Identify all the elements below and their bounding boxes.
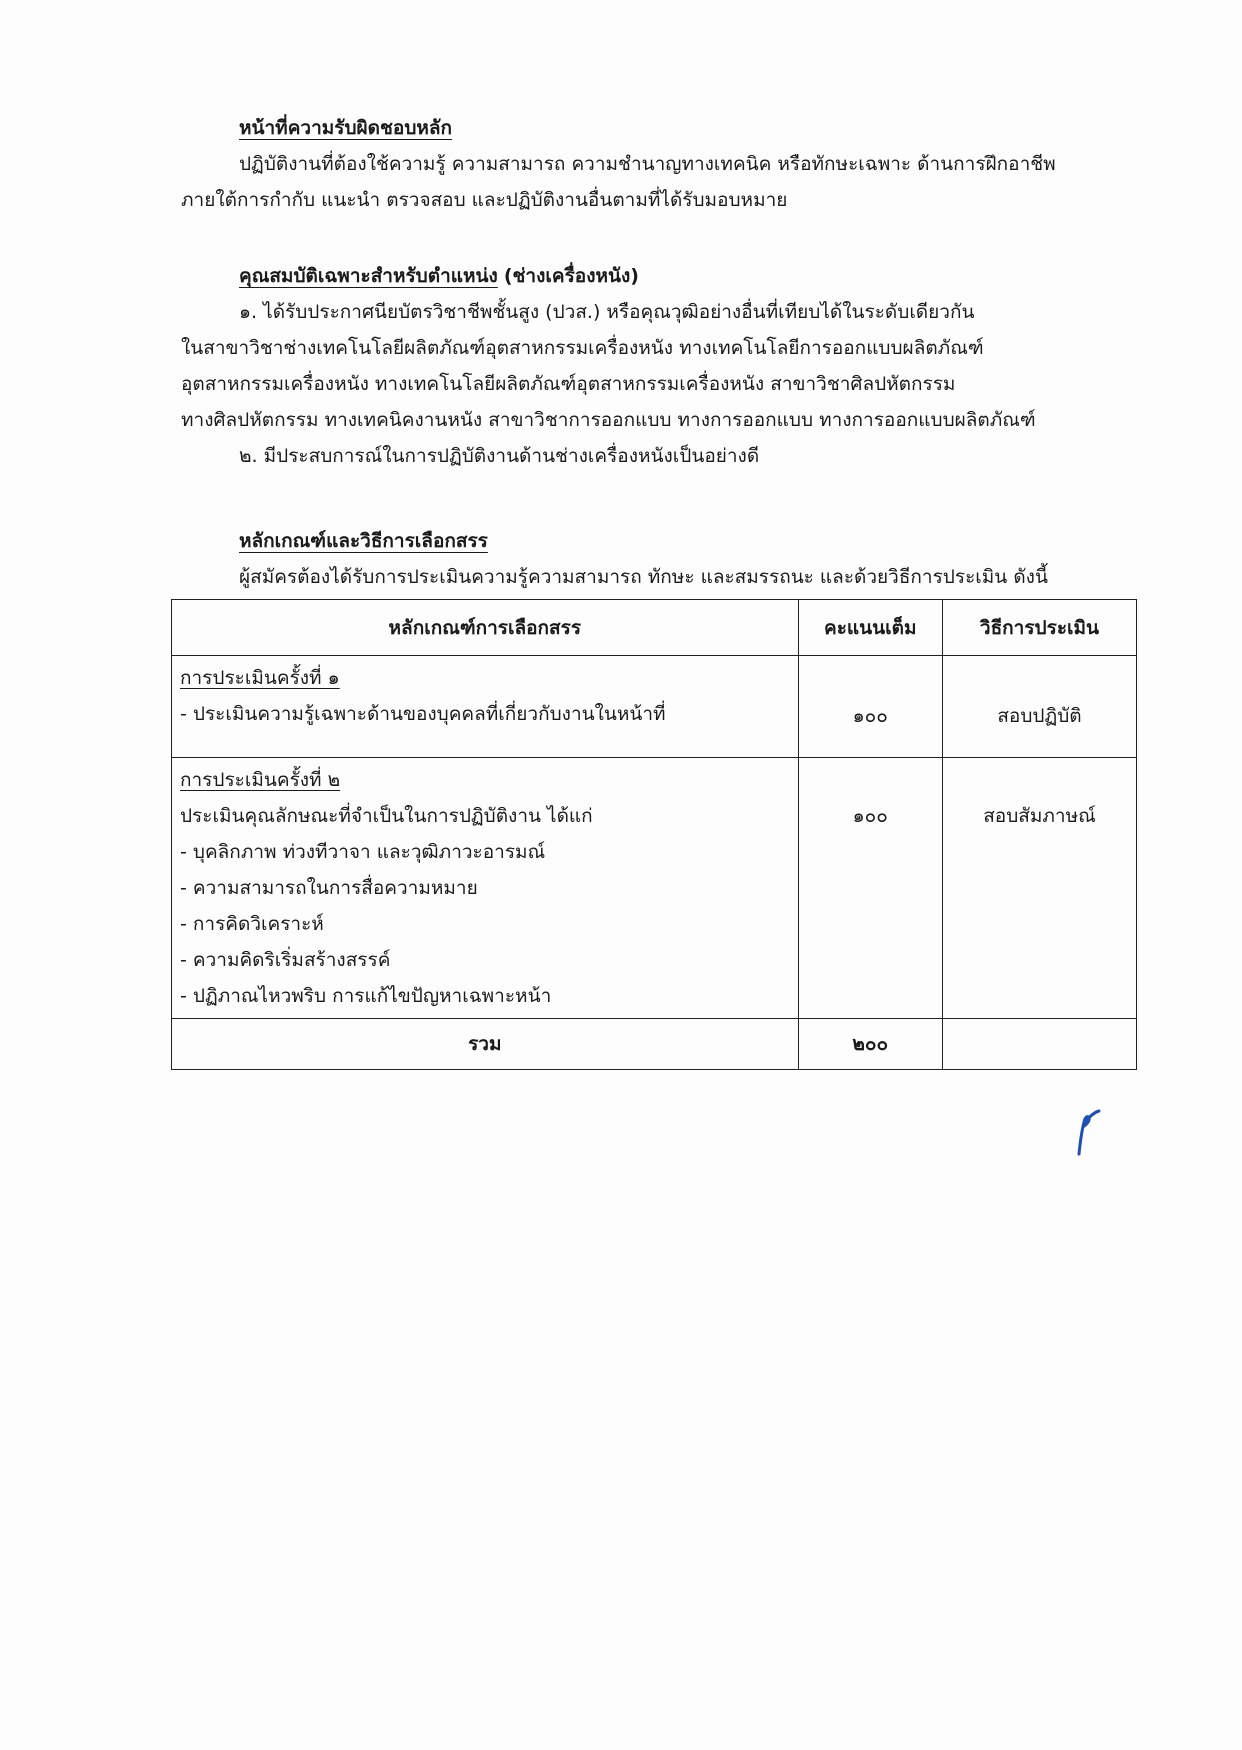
section-heading: คุณสมบัติเฉพาะสำหรับตำแหน่ง bbox=[239, 265, 498, 287]
method-value: สอบสัมภาษณ์ bbox=[983, 805, 1096, 827]
score-cell bbox=[798, 758, 942, 1019]
method-value: สอบปฏิบัติ bbox=[997, 705, 1082, 727]
score-value: ๑๐๐ bbox=[852, 705, 888, 727]
table-header-row bbox=[172, 600, 1137, 656]
column-header-method: วิธีการประเมิน bbox=[942, 600, 1136, 656]
criteria-cell bbox=[172, 758, 799, 1019]
paragraph-line: ในสาขาวิชาช่างเทคโนโลยีผลิตภัณฑ์อุตสาหกรรมเครื่องหนัง ทางเทคโนโลยีการออกแบบผลิตภัณฑ์ bbox=[181, 337, 984, 359]
method-cell bbox=[942, 656, 1136, 758]
table-row bbox=[172, 758, 1137, 1019]
criteria-cell bbox=[172, 656, 799, 758]
column-header-criteria: หลักเกณฑ์การเลือกสรร bbox=[172, 600, 799, 656]
section-heading: หน้าที่ความรับผิดชอบหลัก bbox=[239, 117, 453, 139]
criteria-line: ประเมินคุณลักษณะที่จำเป็นในการปฏิบัติงาน ได้แก่ bbox=[180, 805, 593, 827]
section-heading-suffix: (ช่างเครื่องหนัง) bbox=[503, 265, 639, 287]
total-method-cell bbox=[942, 1019, 1136, 1070]
total-label-cell: รวม bbox=[172, 1019, 799, 1070]
criteria-line: - ปฏิภาณไหวพริบ การแก้ไขปัญหาเฉพาะหน้า bbox=[180, 985, 552, 1007]
paragraph-line: ผู้สมัครต้องได้รับการประเมินความรู้ความสามารถ ทักษะ และสมรรถนะ และด้วยวิธีการประเมิน ดังนี้ bbox=[239, 566, 1048, 588]
section-duties bbox=[181, 110, 1131, 218]
section-heading: หลักเกณฑ์และวิธีการเลือกสรร bbox=[239, 530, 488, 552]
section-heading-row bbox=[239, 258, 1131, 294]
score-value: ๑๐๐ bbox=[852, 805, 888, 827]
paragraph-line: ทางศิลปหัตกรรม ทางเทคนิคงานหนัง สาขาวิชาการออกแบบ ทางการออกแบบ ทางการออกแบบผลิตภัณฑ์ bbox=[181, 409, 1036, 431]
criteria-line: - ความคิดริเริ่มสร้างสรรค์ bbox=[180, 949, 391, 971]
signature-icon bbox=[1065, 1108, 1105, 1158]
table-total-row bbox=[172, 1019, 1137, 1070]
paragraph-line: ปฏิบัติงานที่ต้องใช้ความรู้ ความสามารถ ความชำนาญทางเทคนิค หรือทักษะเฉพาะ ด้านการฝึกอาชีพ bbox=[239, 153, 1056, 175]
score-cell bbox=[798, 656, 942, 758]
column-header-score: คะแนนเต็ม bbox=[798, 600, 942, 656]
assessment-title: การประเมินครั้งที่ ๑ bbox=[180, 667, 340, 689]
section-selection bbox=[181, 523, 1131, 595]
total-score-cell: ๒๐๐ bbox=[798, 1019, 942, 1070]
method-cell bbox=[942, 758, 1136, 1019]
criteria-line: - ความสามารถในการสื่อความหมาย bbox=[180, 877, 478, 899]
criteria-line: - การคิดวิเคราะห์ bbox=[180, 913, 324, 935]
criteria-table bbox=[171, 599, 1137, 1070]
assessment-title: การประเมินครั้งที่ ๒ bbox=[180, 769, 341, 791]
criteria-line: - ประเมินความรู้เฉพาะด้านของบุคคลที่เกี่ยวกับงานในหน้าที่ bbox=[180, 703, 666, 725]
paragraph-line: อุตสาหกรรมเครื่องหนัง ทางเทคโนโลยีผลิตภัณฑ์อุตสาหกรรมเครื่องหนัง สาขาวิชาศิลปหัตกรรม bbox=[181, 373, 956, 395]
table-row bbox=[172, 656, 1137, 758]
paragraph-line: ภายใต้การกำกับ แนะนำ ตรวจสอบ และปฏิบัติงานอื่นตามที่ได้รับมอบหมาย bbox=[181, 189, 788, 211]
criteria-line: - บุคลิกภาพ ท่วงทีวาจา และวุฒิภาวะอารมณ์ bbox=[180, 841, 546, 863]
paragraph-line: ๑. ได้รับประกาศนียบัตรวิชาชีพชั้นสูง (ปวส.) หรือคุณวุฒิอย่างอื่นที่เทียบได้ในระดับเดียวกัน bbox=[239, 301, 975, 323]
paragraph-line: ๒. มีประสบการณ์ในการปฏิบัติงานด้านช่างเครื่องหนังเป็นอย่างดี bbox=[239, 445, 760, 467]
section-qualifications bbox=[181, 258, 1131, 474]
